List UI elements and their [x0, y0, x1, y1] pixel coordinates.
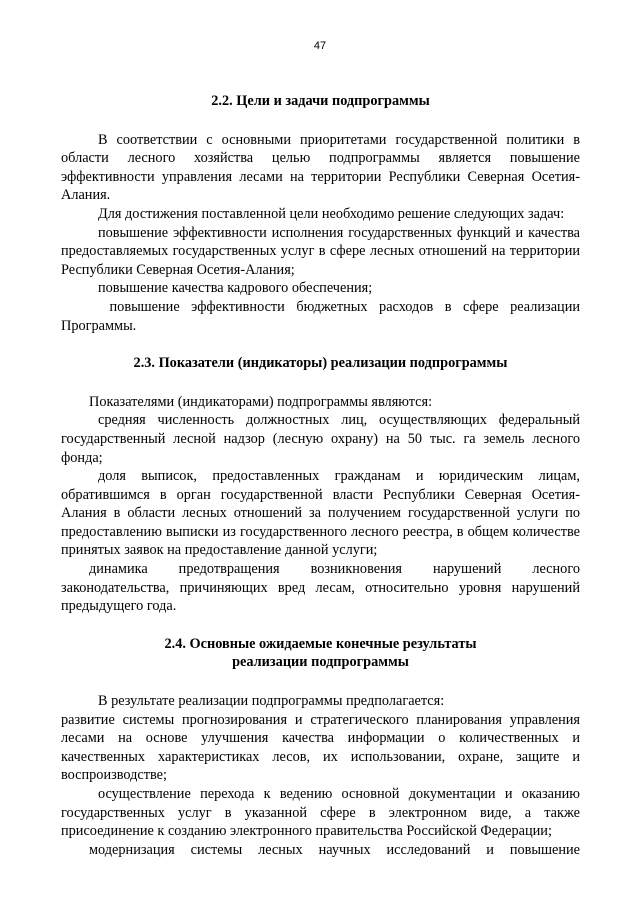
list-item: доля выписок, предоставленных гражданам и юридическим лицам, обратившимся в орган государственной власти Республики Северная Осетия-Алания в области лесных отношений за получением государственной услуги по предоставлению выписки из государственного лесного реестра, в общем количестве принятых заявок на предоставление данной услуги;: [61, 468, 580, 559]
section-indicators: [61, 354, 580, 616]
paragraph: Для достижения поставленной цели необходимо решение следующих задач:: [98, 205, 565, 222]
page-content: [61, 92, 584, 859]
paragraph: В соответствии с основными приоритетами государственной политики в области лесного хозяйства целью подпрограммы является повышение эффективности управления лесами на территории Республики Северная Осетия-Алания.: [61, 131, 580, 204]
section-heading-2-4-line1: 2.4. Основные ожидаемые конечные результаты: [164, 635, 477, 652]
section-heading-2-4: [61, 635, 580, 672]
list-item: модернизация системы лесных научных исследований и повышение: [89, 841, 580, 858]
list-item: осуществление перехода к ведению основной документации и оказанию государственных услуг в указанной сфере в электронном виде, а также присоединение к созданию электронного правительства Российской Федерации;: [61, 786, 580, 840]
paragraph: В результате реализации подпрограммы предполагается:: [98, 693, 445, 710]
section-heading-2-4-line2: реализации подпрограммы: [232, 654, 409, 671]
section-expected-results: [61, 635, 580, 860]
paragraph: Показателями (индикаторами) подпрограммы являются:: [89, 393, 433, 410]
list-item: повышение качества кадрового обеспечения;: [98, 280, 373, 297]
list-item: развитие системы прогнозирования и стратегического планирования управления лесами на основе улучшения качества информации о количественных и качественных характеристиках лесов, их использовании, охране, защите и воспроизводстве;: [61, 711, 580, 784]
list-item: повышение эффективности исполнения государственных функций и качества предоставляемых государственных услуг в сфере лесных отношений на территории Республики Северная Осетия-Алания;: [61, 224, 580, 278]
section-heading-2-2: 2.2. Цели и задачи подпрограммы: [211, 93, 430, 109]
list-item: повышение эффективности бюджетных расходов в сфере реализации Программы.: [61, 298, 584, 334]
page-number: 47: [313, 40, 327, 52]
section-goals-and-tasks: [61, 92, 584, 335]
list-item: динамика предотвращения возникновения нарушений лесного законодательства, причиняющих вред лесам, относительно уровня нарушений предыдущего года.: [61, 561, 580, 615]
list-item: средняя численность должностных лиц, осуществляющих федеральный государственный лесной надзор (лесную охрану) на 50 тыс. га земель лесного фонда;: [61, 412, 580, 466]
section-heading-2-3: 2.3. Показатели (индикаторы) реализации подпрограммы: [133, 355, 508, 372]
